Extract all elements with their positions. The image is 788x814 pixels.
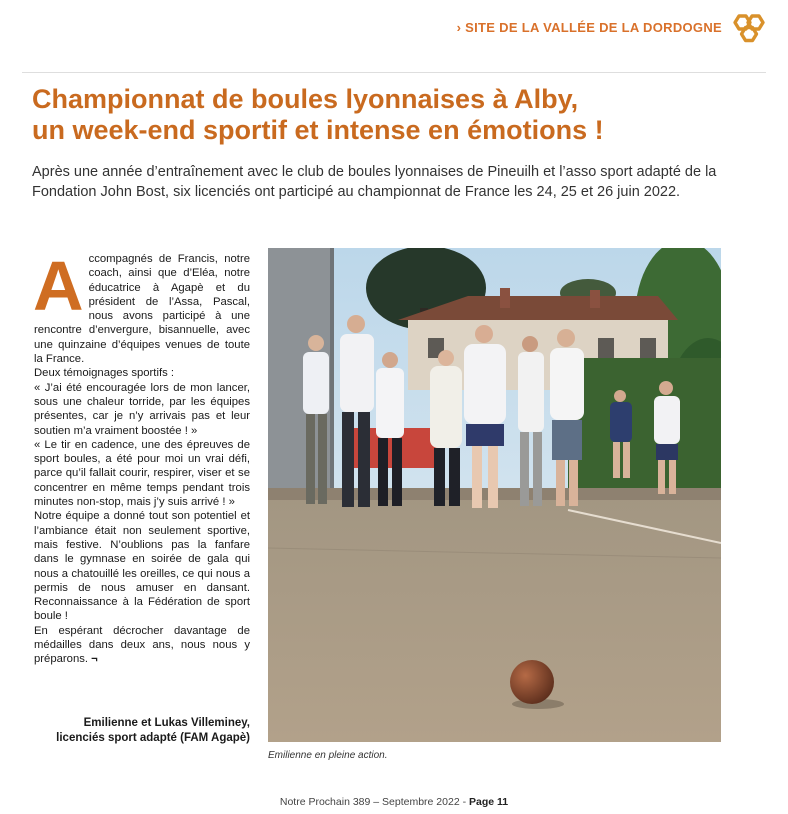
photo-caption: Emilienne en pleine action.: [268, 750, 388, 761]
testimonial-quote-2: « Le tir en cadence, une des épreuves de sport boules, a été pour moi un vrai défi, parce qu’il fallait courir, respirer, viser et se concentrer en même temps pendant trois minutes non-stop, mais j’y suis arrivé ! »: [34, 438, 250, 509]
article-title-line-1: Championnat de boules lyonnaises à Alby,: [32, 84, 579, 114]
article-title: [32, 84, 762, 146]
section-tag: › SITE DE LA VALLÉE DE LA DORDOGNE: [456, 20, 722, 35]
header-divider: [22, 72, 766, 73]
paragraph-closing: [34, 624, 250, 667]
article-photo: [268, 248, 721, 742]
drop-cap: A: [33, 247, 84, 325]
footer-issue: Notre Prochain 389 – Septembre 2022 -: [279, 796, 469, 808]
page-footer: [0, 796, 788, 808]
footer-page-number: Page 11: [469, 796, 509, 808]
paragraph-testimonials-intro: Deux témoignages sportifs :: [34, 367, 175, 380]
author-names: Emilienne et Lukas Villeminey,: [83, 717, 250, 729]
author-signature: [34, 716, 250, 746]
article-title-line-2: un week-end sportif et intense en émotions !: [32, 115, 604, 145]
honeycomb-icon: [730, 14, 768, 48]
article-standfirst: Après une année d’entraînement avec le club de boules lyonnaises de Pineuilh et l’asso sport adapté de la Fondation John Bost, six licenciés ont participé au championnat de France les 24, 25 et 26 juin 2022.: [32, 164, 717, 200]
author-role: licenciés sport adapté (FAM Agapè): [56, 732, 250, 744]
paragraph-atmosphere: Notre équipe a donné tout son potentiel et l’ambiance était non seulement sportive, mais festive. N’oublions pas la fanfare dans le gymnase en soirée de gala qui nous a chatouillé les oreilles, ce qui nous a permis de nous amuser en dansant. Reconnaissance à la Fédération de sport boule !: [34, 510, 250, 623]
article-body: [33, 247, 250, 667]
end-mark: ¬: [91, 653, 98, 666]
paragraph-intro: [33, 247, 250, 366]
paragraph-intro-text: ccompagnés de Francis, notre coach, ainsi que d’Eléa, notre éducatrice à Agapè et du président de l’Assa, Pascal, nous avons participé à une rencontre d’envergure, bisannuelle, avec une quinzaine d’équipes venues de toute la France.: [34, 253, 250, 366]
paragraph-closing-text: En espérant décrocher davantage de médailles dans deux ans, nous nous y préparons.: [34, 624, 250, 666]
testimonial-quote-1: « J’ai été encouragée lors de mon lancer, sous une chaleur torride, par les équipes présentes, car je n’y arrivais pas et leur soutien m’a vraiment boostée ! »: [34, 381, 250, 437]
